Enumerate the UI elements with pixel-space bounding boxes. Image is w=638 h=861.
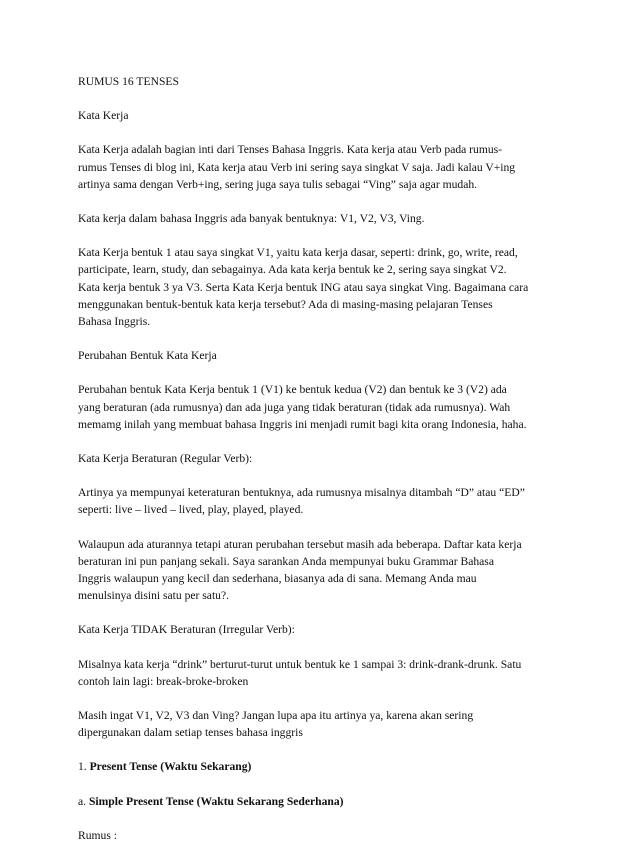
text-line: Misalnya kata kerja “drink” berturut-turut untuk bentuk ke 1 sampai 3: drink-drank-drunk. Satu	[78, 657, 522, 671]
text-line: dipergunakan dalam setiap tenses bahasa inggris	[78, 726, 303, 740]
text-line: Walaupun ada aturannya tetapi aturan perubahan tersebut masih ada beberapa. Daftar kata kerja	[78, 537, 522, 551]
text-line: Bahasa Inggris.	[78, 315, 151, 329]
heading-regular-verb: Kata Kerja Beraturan (Regular Verb):	[78, 452, 253, 466]
text-line: seperti: live – lived – lived, play, played, played.	[78, 503, 304, 517]
subsection-title: Simple Present Tense (Waktu Sekarang Sederhana)	[88, 794, 344, 808]
text-line: memamg inilah yang membuat bahasa Inggris ini menjadi rumit bagi kita orang Indonesia, haha.	[78, 417, 527, 431]
text-line: contoh lain lagi: break-broke-broken	[78, 674, 249, 688]
text-line: menggunakan bentuk-bentuk kata kerja tersebut? Ada di masing-masing pelajaran Tenses	[78, 297, 493, 311]
subsection-simple-present	[78, 793, 568, 810]
paragraph-verb-forms	[78, 244, 568, 330]
section-present-tense	[78, 758, 568, 775]
document-title: RUMUS 16 TENSES	[78, 75, 179, 88]
text-line: Masih ingat V1, V2, V3 dan Ving? Jangan lupa apa itu artinya ya, karena akan sering	[78, 709, 474, 723]
section-title: Present Tense (Waktu Sekarang)	[89, 760, 252, 774]
paragraph-intro	[78, 141, 568, 193]
text-line: artinya sama dengan Verb+ing, sering juga saya tulis sebagai “Ving” saja agar mudah.	[78, 177, 478, 191]
paragraph-perubahan	[78, 381, 568, 433]
paragraph-reminder	[78, 707, 568, 741]
text-line: Kata Kerja adalah bagian inti dari Tenses Bahasa Inggris. Kata kerja atau Verb pada rumus-	[78, 143, 503, 157]
text-line: Kata Kerja bentuk 1 atau saya singkat V1, yaitu kata kerja dasar, seperti: drink, go, write, read,	[78, 246, 518, 260]
text-line: yang beraturan (ada rumusnya) dan ada juga yang tidak beraturan (tidak ada rumusnya). Wah	[78, 400, 511, 414]
paragraph-aturan	[78, 536, 568, 605]
text-line: participate, learn, study, dan sebagainya. Ada kata kerja bentuk ke 2, sering saya singkat V2.	[78, 263, 507, 277]
section-number: 1.	[78, 760, 90, 774]
paragraph-forms: Kata kerja dalam bahasa Inggris ada banyak bentuknya: V1, V2, V3, Ving.	[78, 212, 425, 226]
paragraph-regular	[78, 484, 568, 518]
text-line: rumus Tenses di blog ini, Kata kerja atau Verb ini sering saya singkat V saja. Jadi kalau V+ing	[78, 160, 516, 174]
document-body	[78, 73, 568, 861]
text-line: Inggris walaupun yang kecil dan sederhana, biasanya ada di sana. Memang Anda mau	[78, 572, 477, 586]
heading-irregular-verb: Kata Kerja TIDAK Beraturan (Irregular Verb):	[78, 623, 295, 637]
paragraph-irregular	[78, 656, 568, 690]
text-line: Artinya ya mempunyai keteraturan bentuknya, ada rumusnya misalnya ditambah “D” atau “ED”	[78, 486, 525, 500]
heading-kata-kerja: Kata Kerja	[78, 109, 129, 123]
subsection-prefix: a.	[78, 794, 89, 808]
text-line: menulsinya disini satu per satu?.	[78, 589, 230, 603]
text-line: Kata kerja bentuk 3 ya V3. Serta Kata Kerja bentuk ING atau saya singkat Ving. Bagaimana cara	[78, 280, 529, 294]
heading-perubahan: Perubahan Bentuk Kata Kerja	[78, 349, 217, 363]
rumus-label: Rumus :	[78, 828, 117, 842]
text-line: beraturan ini pun panjang sekali. Saya sarankan Anda mempunyai buku Grammar Bahasa	[78, 554, 494, 568]
text-line: Perubahan bentuk Kata Kerja bentuk 1 (V1) ke bentuk kedua (V2) dan bentuk ke 3 (V2) ada	[78, 383, 507, 397]
